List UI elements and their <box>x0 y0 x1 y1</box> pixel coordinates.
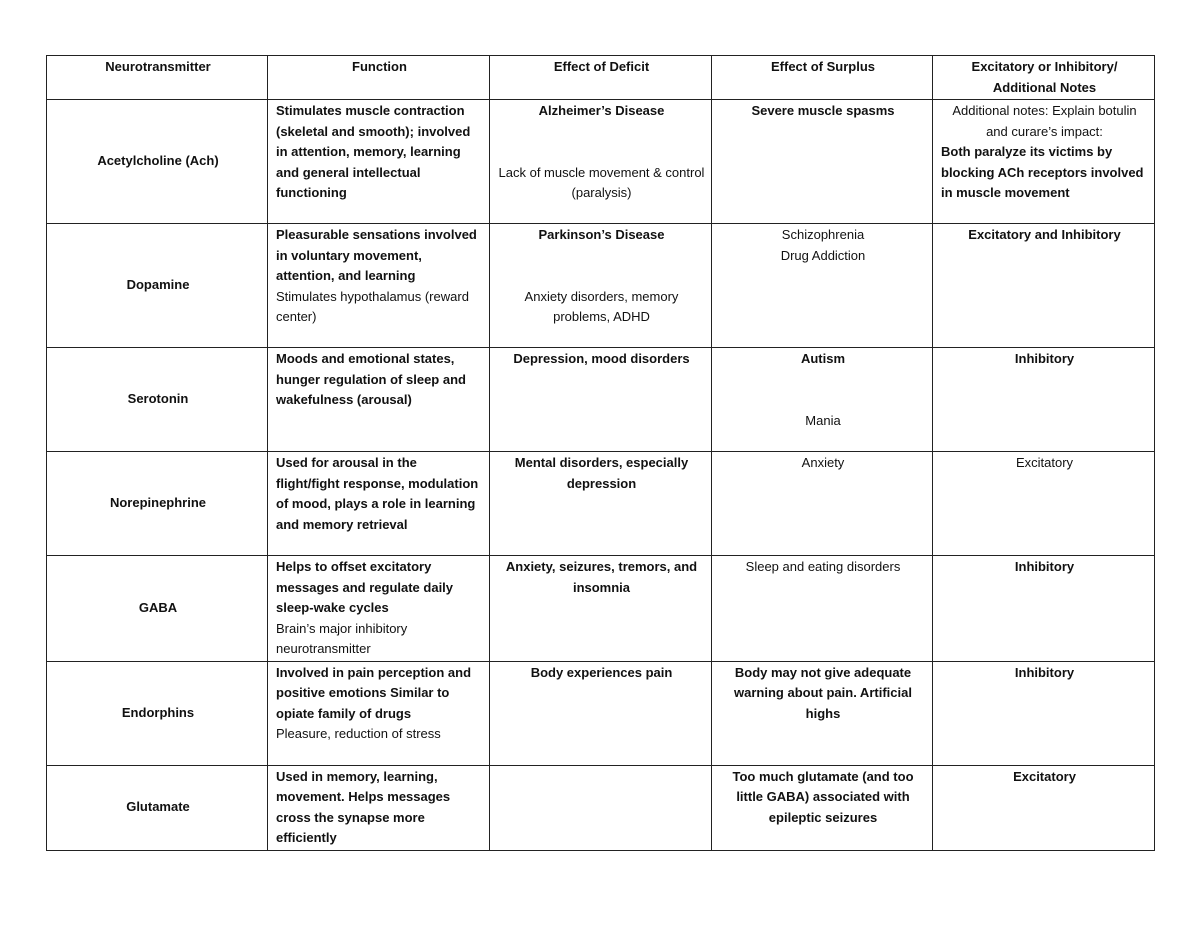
surplus-bold: Autism <box>800 351 846 366</box>
table-row <box>47 556 1155 662</box>
deficit-cell <box>490 765 712 850</box>
header-notes <box>933 56 1155 100</box>
deficit-cell: Anxiety, seizures, tremors, and insomnia <box>490 556 712 662</box>
header-deficit: Effect of Deficit <box>490 56 712 100</box>
header-surplus: Effect of Surplus <box>712 56 933 100</box>
surplus-normal: Mania <box>805 412 841 428</box>
surplus-cell <box>712 348 933 452</box>
function-normal: Stimulates hypothalamus (reward center) <box>276 288 469 324</box>
notes-cell <box>933 100 1155 224</box>
function-cell <box>268 224 490 348</box>
surplus-line2: Drug Addiction <box>780 247 866 263</box>
neurotransmitter-name: GABA <box>47 556 268 662</box>
table-row <box>47 224 1155 348</box>
table-row <box>47 348 1155 452</box>
table-row <box>47 100 1155 224</box>
deficit-cell <box>490 224 712 348</box>
function-cell <box>268 661 490 765</box>
neurotransmitter-name: Glutamate <box>47 765 268 850</box>
notes-cell: Inhibitory <box>933 556 1155 662</box>
function-cell: Used for arousal in the flight/fight response, modulation of mood, plays a role in learning and memory retrieval <box>268 452 490 556</box>
function-normal: Brain’s major inhibitory neurotransmitter <box>276 620 408 656</box>
table-row <box>47 452 1155 556</box>
surplus-cell: Severe muscle spasms <box>712 100 933 224</box>
neurotransmitter-name: Dopamine <box>47 224 268 348</box>
function-cell: Moods and emotional states, hunger regulation of sleep and wakefulness (arousal) <box>268 348 490 452</box>
function-bold: Pleasurable sensations involved in voluntary movement, attention, and learning <box>276 227 477 283</box>
deficit-cell: Body experiences pain <box>490 661 712 765</box>
function-cell: Used in memory, learning, movement. Helps messages cross the synapse more efficiently <box>268 765 490 850</box>
header-function: Function <box>268 56 490 100</box>
notes-bold: Both paralyze its victims by blocking ACh receptors involved in muscle movement <box>941 144 1144 200</box>
neurotransmitter-name: Acetylcholine (Ach) <box>47 100 268 224</box>
surplus-cell: Sleep and eating disorders <box>712 556 933 662</box>
notes-cell: Excitatory <box>933 452 1155 556</box>
notes-cell: Inhibitory <box>933 661 1155 765</box>
neurotransmitter-name: Endorphins <box>47 661 268 765</box>
neurotransmitter-table <box>46 55 1155 851</box>
deficit-bold: Parkinson’s Disease <box>538 227 665 242</box>
deficit-cell: Mental disorders, especially depression <box>490 452 712 556</box>
function-bold: Helps to offset excitatory messages and regulate daily sleep-wake cycles <box>276 559 454 615</box>
function-normal: Pleasure, reduction of stress <box>276 726 441 741</box>
deficit-cell: Depression, mood disorders <box>490 348 712 452</box>
deficit-cell <box>490 100 712 224</box>
notes-cell: Excitatory and Inhibitory <box>933 224 1155 348</box>
neurotransmitter-name: Norepinephrine <box>47 452 268 556</box>
neurotransmitter-name: Serotonin <box>47 348 268 452</box>
header-row <box>47 56 1155 100</box>
function-bold: Involved in pain perception and positive emotions Similar to opiate family of drugs <box>276 664 472 721</box>
table-row <box>47 765 1155 850</box>
function-cell <box>268 556 490 662</box>
header-notes-line2: Additional Notes <box>992 79 1097 95</box>
header-notes-line1: Excitatory or Inhibitory/ <box>971 59 1118 74</box>
surplus-line1: Schizophrenia <box>781 227 865 242</box>
surplus-cell: Body may not give adequate warning about pain. Artificial highs <box>712 661 933 765</box>
deficit-normal: Lack of muscle movement & control (paralysis) <box>498 164 705 200</box>
surplus-cell: Anxiety <box>712 452 933 556</box>
table-row <box>47 661 1155 765</box>
deficit-normal: Anxiety disorders, memory problems, ADHD <box>524 288 679 324</box>
notes-cell: Excitatory <box>933 765 1155 850</box>
notes-cell: Inhibitory <box>933 348 1155 452</box>
header-neurotransmitter: Neurotransmitter <box>47 56 268 100</box>
function-cell: Stimulates muscle contraction (skeletal and smooth); involved in attention, memory, learning and general intellectual functioning <box>268 100 490 224</box>
notes-normal: Additional notes: Explain botulin and curare’s impact: <box>952 103 1137 139</box>
surplus-cell <box>712 224 933 348</box>
surplus-cell: Too much glutamate (and too little GABA) associated with epileptic seizures <box>712 765 933 850</box>
deficit-bold: Alzheimer’s Disease <box>538 103 665 118</box>
